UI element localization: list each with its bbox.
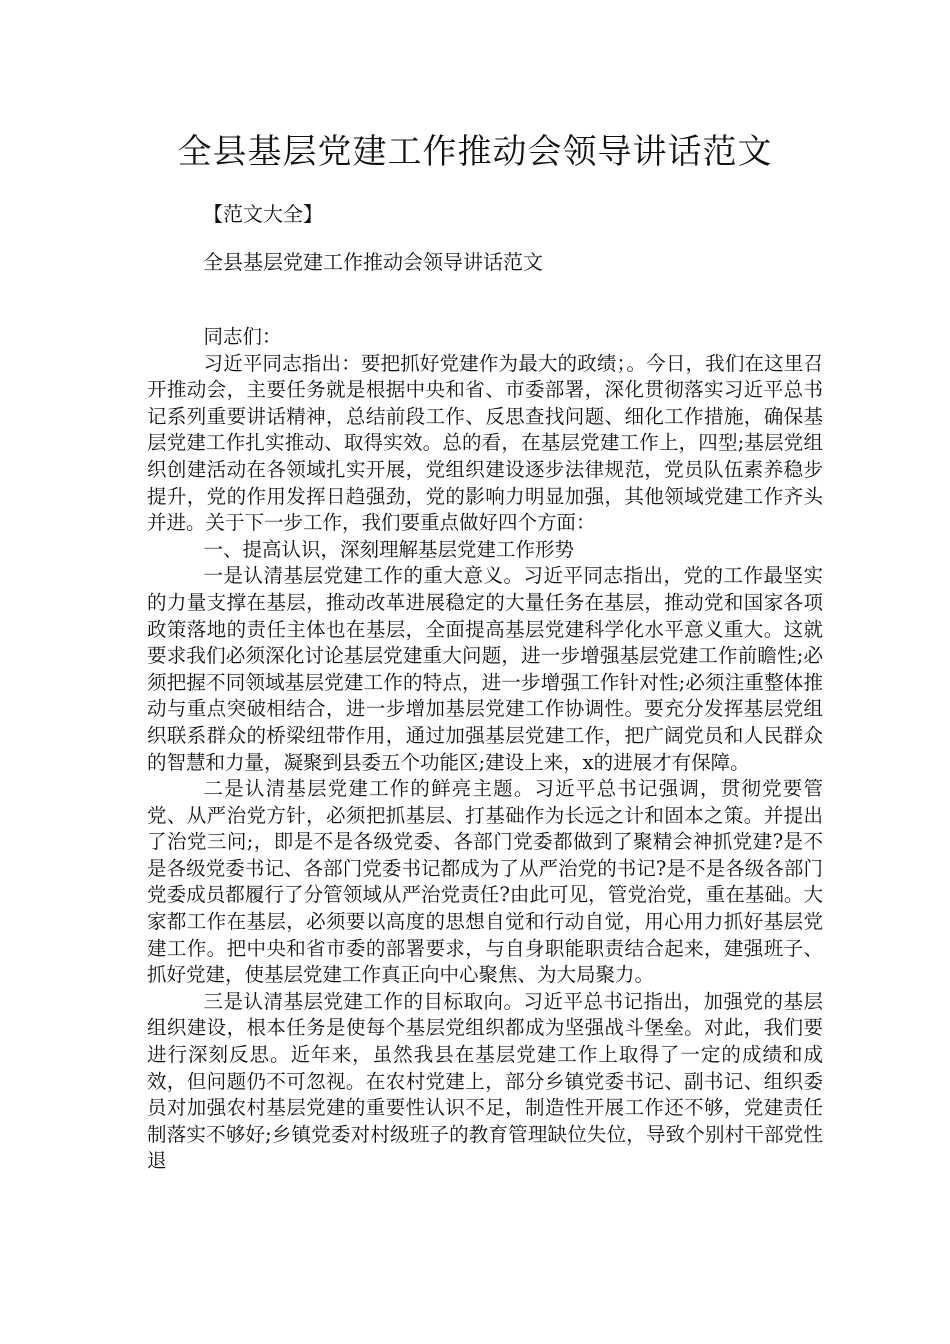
document-subtitle: 全县基层党建工作推动会领导讲话范文 (203, 250, 543, 274)
section-heading-1: 一、提高认识，深刻理解基层党建工作形势 (203, 537, 575, 561)
paragraph-point-2: 二是认清基层党建工作的鲜亮主题。习近平总书记强调，贯彻党要管党、从严治党方针，必须把抓基层、打基础作为长远之计和固本之策。并提出了治党三问;，即是不是各级党委、各部门党委都做到了聚精会神抓党建?是不是各级党委书记、各部门党委书记都成为了从严治党的书记?是不是各级各部门党委成员都履行了分管领域从严治党责任?由此可见，管党治党，重在基础。大家都工作在基层，必须要以高度的思想自觉和行动自觉，用心用力抓好基层党建工作。把中央和省市委的部署要求，与自身职能职责结合起来，建强班子、抓好党建，使基层党建工作真正向中心聚焦、为大局聚力。 (147, 777, 823, 987)
category-tag: 【范文大全】 (203, 202, 323, 226)
document-body (147, 324, 823, 1175)
paragraph-intro: 习近平同志指出：要把抓好党建作为最大的政绩；。今日，我们在这里召开推动会，主要任务就是根据中央和省、市委部署，深化贯彻落实习近平总书记系列重要讲话精神，总结前段工作、反思查找问题、细化工作措施，确保基层党建工作扎实推动、取得实效。总的看，在基层党建工作上，四型;基层党组织创建活动在各领域扎实开展，党组织建设逐步法律规范，党员队伍素养稳步提升，党的作用发挥日趋强劲，党的影响力明显加强，其他领域党建工作齐头并进。关于下一步工作，我们要重点做好四个方面： (147, 351, 823, 535)
paragraph-point-1: 一是认清基层党建工作的重大意义。习近平同志指出，党的工作最坚实的力量支撑在基层，推动改革进展稳定的大量任务在基层，推动党和国家各项政策落地的责任主体也在基层，全面提高基层党建科学化水平意义重大。这就要求我们必须深化讨论基层党建重大问题，进一步增强基层党建工作前瞻性;必须把握不同领域基层党建工作的特点，进一步增强工作针对性;必须注重整体推动与重点突破相结合，进一步增加基层党建工作协调性。要充分发挥基层党组织联系群众的桥梁纽带作用，通过加强基层党建工作，把广阔党员和人民群众的智慧和力量，凝聚到县委五个功能区;建设上来，x的进展才有保障。 (147, 564, 823, 774)
paragraph-point-3: 三是认清基层党建工作的目标取向。习近平总书记指出，加强党的基层组织建设，根本任务是使每个基层党组织都成为坚强战斗堡垒。对此，我们要进行深刻反思。近年来，虽然我县在基层党建工作上取得了一定的成绩和成效，但问题仍不可忽视。在农村党建上，部分乡镇党委书记、副书记、组织委员对加强农村基层党建的重要性认识不足，制造性开展工作还不够，党建责任制落实不够好;乡镇党委对村级班子的教育管理缺位失位，导致个别村干部党性退 (147, 989, 823, 1173)
document-title: 全县基层党建工作推动会领导讲话范文 (177, 132, 773, 172)
salutation: 同志们： (203, 325, 282, 348)
